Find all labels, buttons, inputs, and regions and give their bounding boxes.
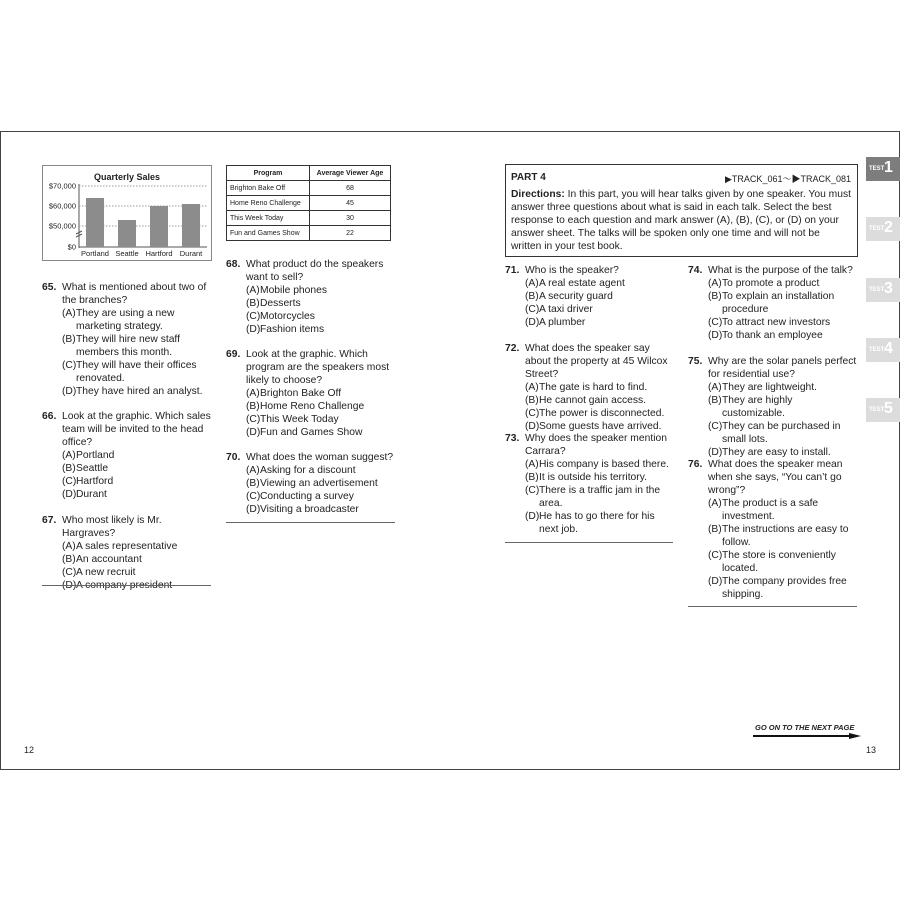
question-75 xyxy=(688,355,858,459)
table-cell-age: 45 xyxy=(310,196,391,211)
table-cell-program: Home Reno Challenge xyxy=(227,196,310,211)
question-number: 73. xyxy=(505,433,520,444)
column-divider xyxy=(688,606,857,607)
option-letter: (D) xyxy=(708,447,723,458)
option-letter: (B) xyxy=(708,395,722,406)
option-text: The store is conveniently located. xyxy=(722,550,836,574)
table-cell-program: Brighton Bake Off xyxy=(227,181,310,196)
tab-number: 2 xyxy=(884,219,893,236)
option-letter: (D) xyxy=(246,427,261,438)
question-68 xyxy=(226,258,396,336)
option-letter: (D) xyxy=(708,330,723,341)
option-letter: (D) xyxy=(62,386,77,397)
x-tick-label: Portland xyxy=(81,249,109,258)
y-tick-label: $60,000 xyxy=(48,201,76,211)
option-text: The instructions are easy to follow. xyxy=(722,524,849,548)
question-stem: Who is the speaker? xyxy=(525,265,619,276)
question-number: 67. xyxy=(42,515,57,526)
option-text: Home Reno Challenge xyxy=(260,401,365,412)
table-cell-program: Fun and Games Show xyxy=(227,226,310,241)
option-text: He has to go there for his next job. xyxy=(539,511,655,535)
question-70 xyxy=(226,451,396,516)
table-header-program: Program xyxy=(227,166,310,181)
option-letter: (A) xyxy=(708,498,722,509)
option-letter: (A) xyxy=(246,285,260,296)
option-text: Some guests have arrived. xyxy=(539,421,662,432)
tab-label: TEST xyxy=(869,287,885,293)
x-tick-label: Durant xyxy=(179,249,203,258)
tab-label: TEST xyxy=(869,226,885,232)
option-text: Viewing an advertisement xyxy=(260,478,378,489)
table-row xyxy=(227,196,391,211)
option-letter: (C) xyxy=(525,304,540,315)
option-letter: (B) xyxy=(62,554,76,565)
table-row xyxy=(227,226,391,241)
table-cell-age: 68 xyxy=(310,181,391,196)
question-number: 68. xyxy=(226,259,241,270)
next-page-indicator xyxy=(755,723,854,732)
option-letter: (D) xyxy=(246,504,261,515)
option-text: To attract new investors xyxy=(722,317,831,328)
x-tick-label: Seattle xyxy=(115,249,139,258)
option-text: They are lightweight. xyxy=(722,382,818,393)
question-stem: What product do the speakers want to sell? xyxy=(246,259,384,283)
column-divider xyxy=(42,585,211,586)
option-letter: (A) xyxy=(62,450,76,461)
option-letter: (B) xyxy=(62,334,76,345)
option-letter: (D) xyxy=(525,511,540,522)
option-letter: (C) xyxy=(62,360,77,371)
option-letter: (C) xyxy=(246,491,261,502)
option-text: This Week Today xyxy=(260,414,339,425)
question-72 xyxy=(505,342,677,433)
directions-label: Directions: xyxy=(511,189,565,200)
part4-directions-box xyxy=(505,164,858,257)
quarterly-sales-chart xyxy=(42,165,212,261)
option-letter: (C) xyxy=(62,567,77,578)
option-letter: (C) xyxy=(525,485,540,496)
option-text: Asking for a discount xyxy=(260,465,356,476)
option-letter: (C) xyxy=(246,414,261,425)
tab-label: TEST xyxy=(869,347,885,353)
question-stem: What is the purpose of the talk? xyxy=(708,265,853,276)
tab-test-4[interactable] xyxy=(866,338,900,362)
tab-test-1[interactable] xyxy=(866,157,900,181)
question-stem: What does the speaker mean when she says, “You can’t go wrong”? xyxy=(708,459,843,496)
option-text: Brighton Bake Off xyxy=(260,388,342,399)
option-text: An accountant xyxy=(76,554,142,565)
option-text: A plumber xyxy=(539,317,586,328)
y-tick-label: $50,000 xyxy=(48,221,76,231)
option-letter: (B) xyxy=(708,524,722,535)
question-number: 71. xyxy=(505,265,520,276)
option-letter: (B) xyxy=(246,401,260,412)
tab-number: 4 xyxy=(884,340,893,357)
option-text: They will have their offices renovated. xyxy=(76,360,197,384)
question-stem: Who most likely is Mr. Hargraves? xyxy=(62,515,162,539)
option-letter: (C) xyxy=(708,317,723,328)
option-text: Conducting a survey xyxy=(260,491,354,502)
table-row xyxy=(227,181,391,196)
page-number-right: 13 xyxy=(866,745,877,755)
column-divider xyxy=(226,522,395,523)
question-number: 65. xyxy=(42,282,57,293)
option-letter: (D) xyxy=(62,580,77,591)
directions-text: In this part, you will hear talks given by one speaker. You must answer three questions about what is said in each talk. Select the best response to each question and mark answer (A), (B), (C), or (D) on your answer sheet. The talks will be spoken only one time and will not be written in your test book. xyxy=(511,189,851,252)
option-letter: (A) xyxy=(246,388,260,399)
question-71 xyxy=(505,264,675,329)
option-letter: (C) xyxy=(246,311,261,322)
option-letter: (D) xyxy=(246,324,261,335)
tab-number: 3 xyxy=(884,280,893,297)
option-letter: (A) xyxy=(525,459,539,470)
option-letter: (A) xyxy=(62,541,76,552)
option-letter: (A) xyxy=(525,278,539,289)
option-letter: (D) xyxy=(62,489,77,500)
question-number: 70. xyxy=(226,452,241,463)
question-number: 66. xyxy=(42,411,57,422)
tab-test-2[interactable] xyxy=(866,217,900,241)
option-text: There is a traffic jam in the area. xyxy=(539,485,661,509)
question-69 xyxy=(226,348,396,439)
option-text: They are highly customizable. xyxy=(722,395,793,419)
option-text: They are easy to install. xyxy=(722,447,831,458)
bar-durant xyxy=(182,204,200,247)
question-73 xyxy=(505,432,675,536)
option-letter: (A) xyxy=(708,382,722,393)
bar-hartford xyxy=(150,206,168,247)
column-divider xyxy=(505,542,673,543)
option-letter: (C) xyxy=(708,421,723,432)
option-letter: (A) xyxy=(62,308,76,319)
question-stem: Look at the graphic. Which program are the speakers most likely to choose? xyxy=(246,349,390,386)
program-table xyxy=(226,165,391,241)
option-text: A company president xyxy=(76,580,173,591)
tab-test-5[interactable] xyxy=(866,398,900,422)
option-letter: (D) xyxy=(525,317,540,328)
track-label: ▶TRACK_061〜▶TRACK_081 xyxy=(725,174,851,184)
option-text: Hartford xyxy=(76,476,114,487)
option-letter: (D) xyxy=(525,421,540,432)
option-letter: (B) xyxy=(525,395,539,406)
option-text: Desserts xyxy=(260,298,301,309)
table-row xyxy=(227,211,391,226)
option-text: It is outside his territory. xyxy=(539,472,647,483)
option-text: Fashion items xyxy=(260,324,325,335)
option-letter: (C) xyxy=(525,408,540,419)
chart-title: Quarterly Sales xyxy=(93,172,161,182)
question-66 xyxy=(42,410,212,501)
table-cell-program: This Week Today xyxy=(227,211,310,226)
part-title: PART 4 xyxy=(511,172,546,183)
question-number: 74. xyxy=(688,265,703,276)
option-text: To explain an installation procedure xyxy=(722,291,835,315)
option-text: They will hire new staff members this month. xyxy=(76,334,180,358)
option-text: To thank an employee xyxy=(722,330,823,341)
tab-label: TEST xyxy=(869,166,885,172)
question-stem: Why does the speaker mention Carrara? xyxy=(525,433,667,457)
option-text: Fun and Games Show xyxy=(260,427,363,438)
option-text: Mobile phones xyxy=(260,285,327,296)
tab-number: 5 xyxy=(884,400,893,417)
option-text: A new recruit xyxy=(76,567,136,578)
tab-number: 1 xyxy=(884,159,893,176)
question-stem: Look at the graphic. Which sales team will be invited to the head office? xyxy=(62,411,211,448)
option-text: A taxi driver xyxy=(539,304,593,315)
table-cell-age: 22 xyxy=(310,226,391,241)
option-text: A security guard xyxy=(539,291,613,302)
chart-plot xyxy=(43,166,211,260)
option-text: The gate is hard to find. xyxy=(539,382,648,393)
option-text: A sales representative xyxy=(76,541,178,552)
x-tick-label: Hartford xyxy=(145,249,173,258)
question-number: 75. xyxy=(688,356,703,367)
question-stem: Why are the solar panels perfect for residential use? xyxy=(708,356,857,380)
question-stem: What does the speaker say about the property at 45 Wilcox Street? xyxy=(525,343,668,380)
option-text: They have hired an analyst. xyxy=(76,386,203,397)
option-letter: (B) xyxy=(246,478,260,489)
question-76 xyxy=(688,458,858,601)
question-67 xyxy=(42,514,212,592)
arrow-right-icon xyxy=(753,733,861,739)
option-text: They can be purchased in small lots. xyxy=(722,421,841,445)
next-page-label: GO ON TO THE NEXT PAGE xyxy=(755,723,855,732)
tab-label: TEST xyxy=(869,407,885,413)
y-tick-label: $70,000 xyxy=(48,181,76,191)
option-letter: (C) xyxy=(62,476,77,487)
option-letter: (B) xyxy=(525,291,539,302)
question-stem: What does the woman suggest? xyxy=(246,452,394,463)
option-text: The power is disconnected. xyxy=(539,408,665,419)
option-text: He cannot gain access. xyxy=(539,395,647,406)
question-74 xyxy=(688,264,858,342)
option-letter: (B) xyxy=(246,298,260,309)
option-text: They are using a new marketing strategy. xyxy=(76,308,175,332)
option-letter: (B) xyxy=(62,463,76,474)
option-letter: (B) xyxy=(525,472,539,483)
question-stem: What is mentioned about two of the branches? xyxy=(62,282,207,306)
option-text: Durant xyxy=(76,489,107,500)
option-text: A real estate agent xyxy=(539,278,625,289)
option-text: To promote a product xyxy=(722,278,820,289)
option-letter: (D) xyxy=(708,576,723,587)
table-header-age: Average Viewer Age xyxy=(310,166,391,181)
option-letter: (A) xyxy=(525,382,539,393)
option-text: The company provides free shipping. xyxy=(722,576,847,600)
page-number-left: 12 xyxy=(24,745,35,755)
option-text: Visiting a broadcaster xyxy=(260,504,359,515)
question-65 xyxy=(42,281,212,398)
directions xyxy=(511,188,851,253)
question-number: 69. xyxy=(226,349,241,360)
option-letter: (A) xyxy=(708,278,722,289)
tab-test-3[interactable] xyxy=(866,278,900,302)
option-letter: (B) xyxy=(708,291,722,302)
question-number: 72. xyxy=(505,343,520,354)
option-text: Seattle xyxy=(76,463,109,474)
question-number: 76. xyxy=(688,459,703,470)
bar-seattle xyxy=(118,220,136,247)
option-letter: (A) xyxy=(246,465,260,476)
y-tick-label: $0 xyxy=(67,242,76,252)
option-text: His company is based there. xyxy=(539,459,669,470)
option-text: Portland xyxy=(76,450,115,461)
option-text: The product is a safe investment. xyxy=(722,498,819,522)
option-text: Motorcycles xyxy=(260,311,315,322)
bar-portland xyxy=(86,198,104,247)
option-letter: (C) xyxy=(708,550,723,561)
table-cell-age: 30 xyxy=(310,211,391,226)
